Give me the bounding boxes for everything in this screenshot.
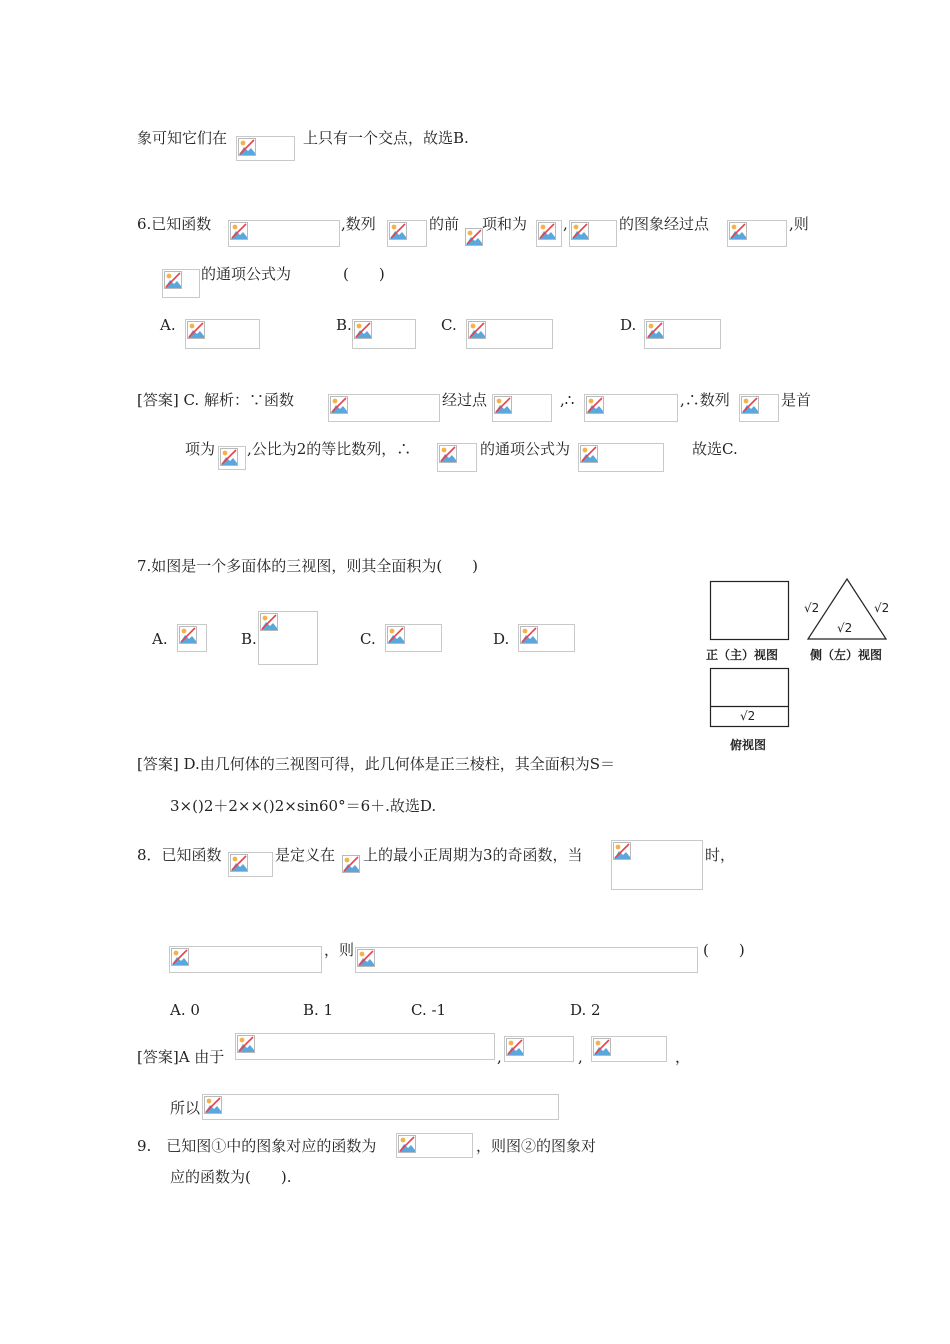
broken-image-icon [354, 321, 372, 339]
broken-image-icon [571, 222, 589, 240]
question-9-text: 应的函数为( ). [170, 1168, 292, 1186]
broken-image-icon [187, 321, 205, 339]
formula-image [611, 840, 703, 890]
front-view-rect [711, 582, 789, 640]
text-fragment: ,数列 [341, 215, 376, 233]
option-a: A. 0 [170, 1001, 200, 1019]
broken-image-icon [741, 396, 759, 414]
option-d-formula [644, 319, 721, 349]
side-left-edge-label: √2 [804, 601, 820, 615]
formula-image [162, 269, 200, 298]
answer-7-text: [答案] D.由几何体的三视图可得，此几何体是正三棱柱，其全面积为S＝ [137, 755, 616, 773]
formula-image [228, 220, 340, 247]
broken-image-icon [593, 1038, 611, 1056]
text-fragment: 的通项公式为 [201, 265, 292, 283]
formula-image [727, 220, 787, 247]
option-b-formula [352, 319, 416, 349]
broken-image-icon [171, 948, 189, 966]
option-a-label: A. [152, 630, 168, 648]
broken-image-icon [465, 228, 483, 246]
option-c: C. -1 [411, 1001, 447, 1019]
option-b-label: B. [241, 630, 257, 648]
option-c-formula [385, 624, 442, 652]
option-c-label: C. [441, 316, 457, 334]
formula-image [492, 394, 552, 422]
front-view-caption: 正（主）视图 [706, 648, 779, 662]
option-b-label: B. [336, 316, 352, 334]
text-fragment: 是定义在 [275, 846, 336, 864]
formula-image [218, 446, 246, 470]
option-d-label: D. [620, 316, 637, 334]
formula-image [341, 854, 361, 876]
top-view-caption: 俯视图 [730, 738, 767, 752]
broken-image-icon [238, 138, 256, 156]
broken-image-icon [494, 396, 512, 414]
side-right-edge-label: √2 [874, 601, 890, 615]
option-c-formula [466, 319, 553, 349]
answer-paren: ( ) [343, 265, 385, 283]
broken-image-icon [237, 1035, 255, 1053]
broken-image-icon [580, 445, 598, 463]
text-fragment: , [497, 1048, 502, 1066]
text-fragment: 是首 [781, 391, 812, 409]
answer-8-text: [答案]A 由于 [137, 1048, 225, 1066]
broken-image-icon [179, 626, 197, 644]
formula-image [464, 227, 482, 245]
text-fragment: 项为 [185, 440, 216, 458]
formula-image [504, 1036, 574, 1062]
question-9-text: 9. 已知图①中的图象对应的函数为 [137, 1137, 377, 1155]
broken-image-icon [520, 626, 538, 644]
broken-image-icon [260, 613, 278, 631]
formula-image [236, 136, 295, 161]
text-fragment: ,则 [789, 215, 809, 233]
text-fragment: 所以 [170, 1099, 201, 1117]
broken-image-icon [729, 222, 747, 240]
broken-image-icon [613, 842, 631, 860]
question-6-text: 6.已知函数 [137, 215, 212, 233]
text-fragment: 的通项公式为 [480, 440, 571, 458]
text-line: 象可知它们在 [137, 129, 228, 147]
answer-paren: ( ) [703, 941, 745, 959]
text-fragment: ，则图②的图象对 [476, 1137, 597, 1155]
text-fragment: , [578, 1048, 583, 1066]
broken-image-icon [398, 1135, 416, 1153]
text-fragment: 的图象经过点 [619, 215, 710, 233]
option-d: D. 2 [570, 1001, 601, 1019]
text-fragment: 的前 [429, 215, 460, 233]
formula-image [578, 443, 664, 472]
broken-image-icon [586, 396, 604, 414]
formula-image [228, 852, 273, 877]
text-fragment: ,公比为2的等比数列，∴ [247, 440, 412, 458]
broken-image-icon [439, 445, 457, 463]
formula-image [355, 947, 698, 973]
option-d-label: D. [493, 630, 510, 648]
formula-image [396, 1133, 473, 1158]
text-fragment: 时， [705, 846, 736, 864]
question-8-text: 8．已知函数 [137, 846, 222, 864]
side-base-label: √2 [837, 621, 853, 635]
broken-image-icon [230, 222, 248, 240]
formula-image [169, 946, 322, 973]
broken-image-icon [204, 1096, 222, 1114]
option-b: B. 1 [303, 1001, 334, 1019]
broken-image-icon [506, 1038, 524, 1056]
answer-6-text: [答案] C. 解析：∵函数 [137, 391, 294, 409]
text-fragment: ,∴数列 [680, 391, 730, 409]
side-view-caption: 侧（左）视图 [810, 648, 883, 662]
option-a-label: A. [160, 316, 176, 334]
broken-image-icon [389, 222, 407, 240]
formula-image [202, 1094, 559, 1120]
broken-image-icon [230, 854, 248, 872]
three-view-figure [700, 575, 910, 755]
formula-image [584, 394, 678, 422]
formula-image [739, 394, 779, 422]
text-fragment: ，则 [324, 941, 355, 959]
question-7-text: 7.如图是一个多面体的三视图，则其全面积为( ) [137, 557, 479, 575]
broken-image-icon [220, 448, 238, 466]
text-fragment: , [563, 215, 568, 233]
formula-image [437, 443, 477, 472]
broken-image-icon [164, 271, 182, 289]
formula-image [591, 1036, 667, 1062]
option-a-formula [177, 624, 207, 652]
text-line: 上只有一个交点，故选B. [303, 129, 469, 147]
formula-image [387, 220, 427, 247]
text-fragment: ,∴ [560, 391, 575, 409]
formula-image [536, 220, 562, 247]
broken-image-icon [330, 396, 348, 414]
text-fragment: 经过点 [442, 391, 488, 409]
broken-image-icon [538, 222, 556, 240]
option-d-formula [518, 624, 575, 652]
answer-7-text: 3×()2＋2××()2×sin60°＝6＋.故选D. [170, 797, 437, 815]
broken-image-icon [646, 321, 664, 339]
text-fragment: 上的最小正周期为3的奇函数，当 [363, 846, 583, 864]
option-c-label: C. [360, 630, 376, 648]
broken-image-icon [342, 855, 360, 873]
formula-image [235, 1033, 495, 1060]
option-b-formula [258, 611, 318, 665]
text-fragment: ， [675, 1048, 691, 1066]
broken-image-icon [357, 949, 375, 967]
broken-image-icon [468, 321, 486, 339]
formula-image [569, 220, 617, 247]
top-view-label: √2 [740, 709, 756, 723]
option-a-formula [185, 319, 260, 349]
text-fragment: 项和为 [482, 215, 528, 233]
text-fragment: 故选C. [692, 440, 738, 458]
formula-image [328, 394, 440, 422]
broken-image-icon [387, 626, 405, 644]
